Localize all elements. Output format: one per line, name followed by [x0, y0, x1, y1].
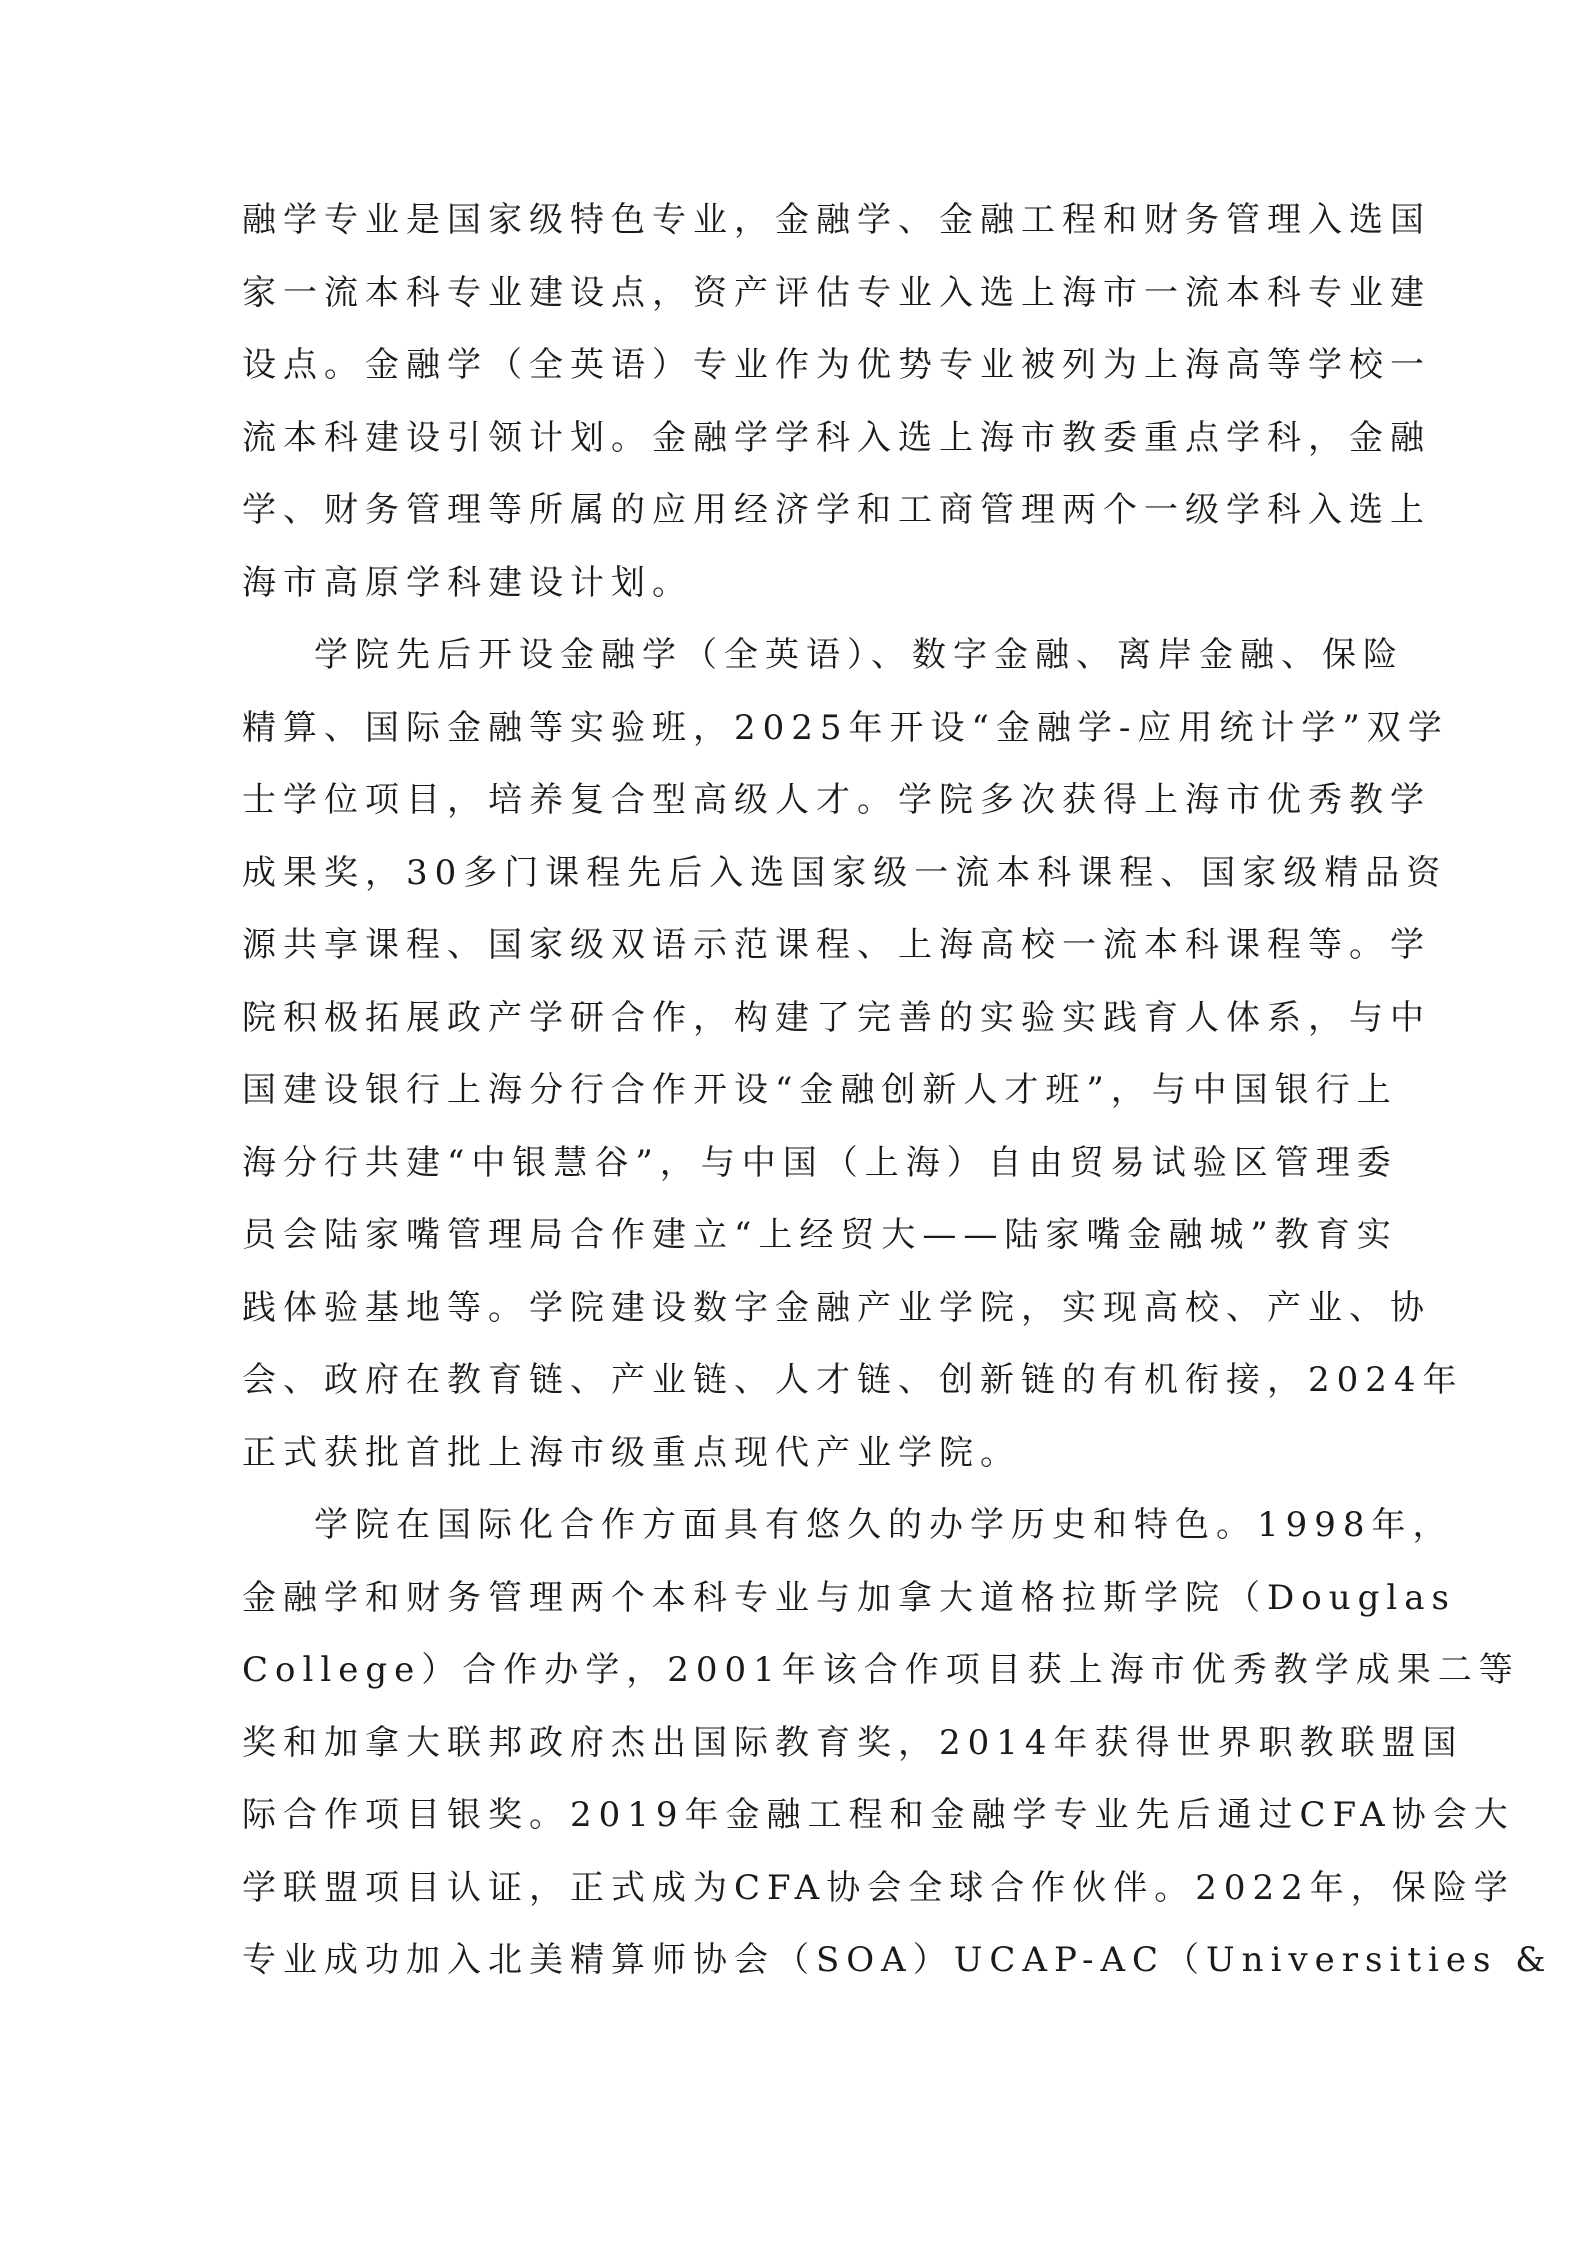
text-line: 海市高原学科建设计划。 — [242, 562, 693, 603]
text-line: 学联盟项目认证，正式成为CFA协会全球合作伙伴。2022年，保险学 — [242, 1867, 1515, 1908]
document-body — [242, 184, 1553, 1997]
text-line: 院积极拓展政产学研合作，构建了完善的实验实践育人体系，与中 — [242, 997, 1431, 1038]
text-line: College）合作办学，2001年该合作项目获上海市优秀教学成果二等 — [242, 1650, 1520, 1690]
text-line: 国建设银行上海分行合作开设“金融创新人才班”，与中国银行上 — [242, 1070, 1398, 1110]
text-line: 精算、国际金融等实验班，2025年开设“金融学-应用统计学”双学 — [242, 707, 1449, 748]
text-line: 融学专业是国家级特色专业，金融学、金融工程和财务管理入选国 — [242, 200, 1431, 240]
text-line: 士学位项目，培养复合型高级人才。学院多次获得上海市优秀教学 — [242, 780, 1431, 820]
text-line: 践体验基地等。学院建设数字金融产业学院，实现高校、产业、协 — [242, 1287, 1431, 1328]
text-line: 专业成功加入北美精算师协会（SOA）UCAP-AC（Universities & — [242, 1940, 1553, 1980]
text-line: 学院在国际化合作方面具有悠久的办学历史和特色。1998年， — [314, 1505, 1454, 1545]
text-line: 设点。金融学（全英语）专业作为优势专业被列为上海高等学校一 — [242, 345, 1431, 385]
text-line: 源共享课程、国家级双语示范课程、上海高校一流本科课程等。学 — [242, 925, 1431, 965]
text-line: 流本科建设引领计划。金融学学科入选上海市教委重点学科，金融 — [242, 417, 1431, 458]
text-line: 际合作项目银奖。2019年金融工程和金融学专业先后通过CFA协会大 — [242, 1795, 1515, 1835]
text-line: 学、财务管理等所属的应用经济学和工商管理两个一级学科入选上 — [242, 490, 1431, 530]
text-line: 会、政府在教育链、产业链、人才链、创新链的有机衔接，2024年 — [242, 1360, 1464, 1400]
text-line: 正式获批首批上海市级重点现代产业学院。 — [242, 1432, 1021, 1473]
text-line: 海分行共建“中银慧谷”，与中国（上海）自由贸易试验区管理委 — [242, 1142, 1398, 1183]
text-line: 成果奖，30多门课程先后入选国家级一流本科课程、国家级精品资 — [242, 852, 1448, 893]
text-line: 奖和加拿大联邦政府杰出国际教育奖，2014年获得世界职教联盟国 — [242, 1722, 1464, 1763]
text-line: 金融学和财务管理两个本科专业与加拿大道格拉斯学院（Douglas — [242, 1577, 1456, 1618]
text-line: 员会陆家嘴管理局合作建立“上经贸大——陆家嘴金融城”教育实 — [242, 1215, 1398, 1255]
text-line: 家一流本科专业建设点，资产评估专业入选上海市一流本科专业建 — [242, 272, 1431, 313]
text-line: 学院先后开设金融学（全英语）、数字金融、离岸金融、保险 — [314, 635, 1404, 675]
